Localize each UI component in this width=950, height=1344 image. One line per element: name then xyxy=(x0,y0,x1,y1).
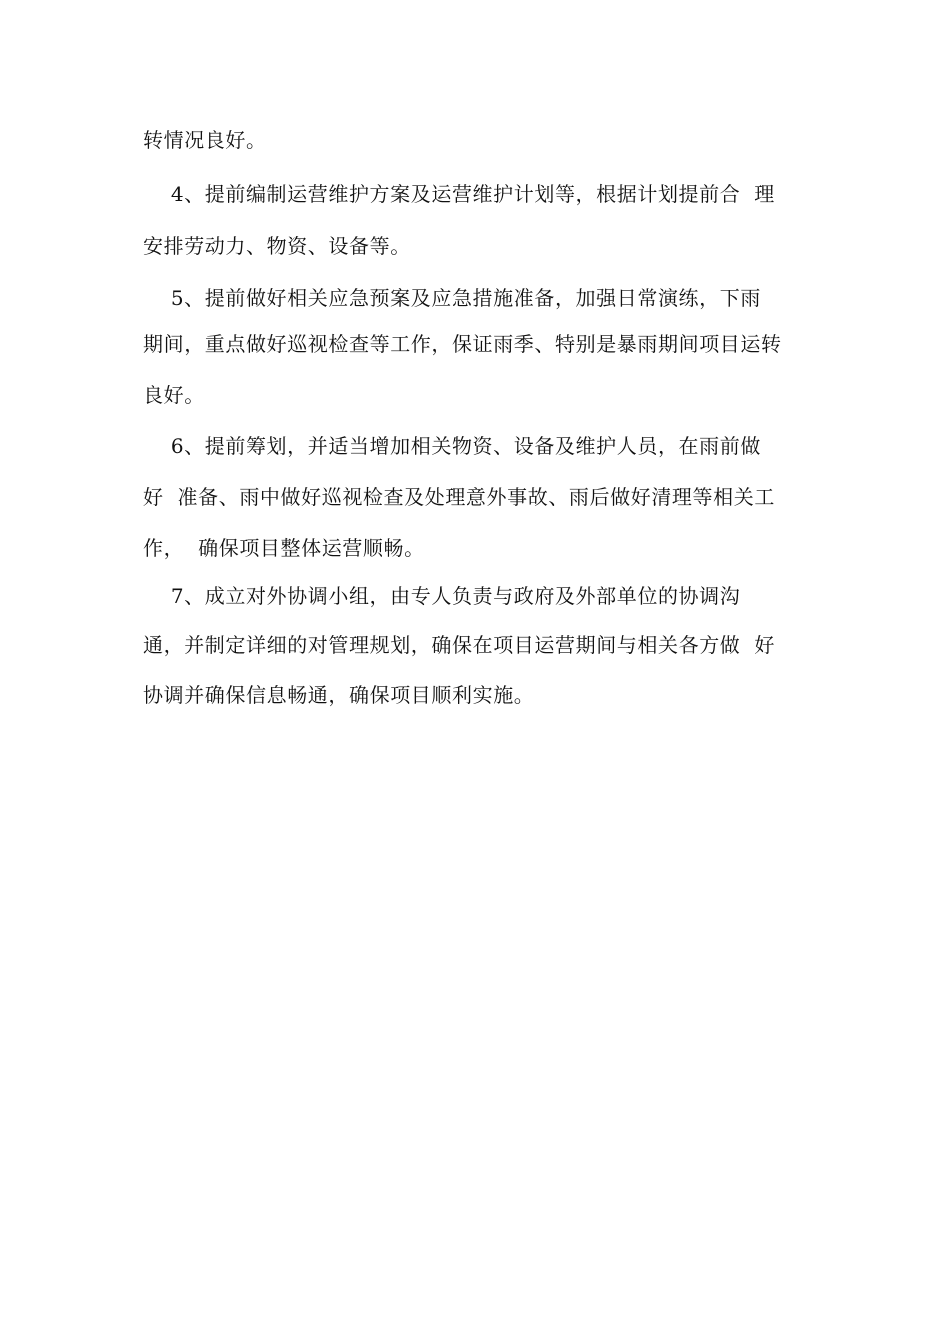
text-line-2: 4、提前编制运营维护方案及运营维护计划等，根据计划提前合 理 xyxy=(143,182,775,206)
text-line-11: 通，并制定详细的对管理规划，确保在项目运营期间与相关各方做 好 xyxy=(143,633,775,657)
text-line-8: 好 准备、雨中做好巡视检查及处理意外事故、雨后做好清理等相关工 xyxy=(143,485,775,509)
text-line-7: 6、提前筹划，并适当增加相关物资、设备及维护人员，在雨前做 xyxy=(143,434,761,458)
text-line-6: 良好。 xyxy=(143,383,205,407)
text-line-3: 安排劳动力、物资、设备等。 xyxy=(143,234,411,258)
text-line-10: 7、成立对外协调小组，由专人负责与政府及外部单位的协调沟 xyxy=(143,584,741,608)
text-line-12: 协调并确保信息畅通，确保项目顺利实施。 xyxy=(143,683,535,707)
text-line-9: 作， 确保项目整体运营顺畅。 xyxy=(143,536,425,560)
text-line-5: 期间，重点做好巡视检查等工作，保证雨季、特别是暴雨期间项目运转 xyxy=(143,332,782,356)
text-line-1: 转情况良好。 xyxy=(143,128,267,152)
text-line-4: 5、提前做好相关应急预案及应急措施准备，加强日常演练，下雨 xyxy=(143,286,761,310)
